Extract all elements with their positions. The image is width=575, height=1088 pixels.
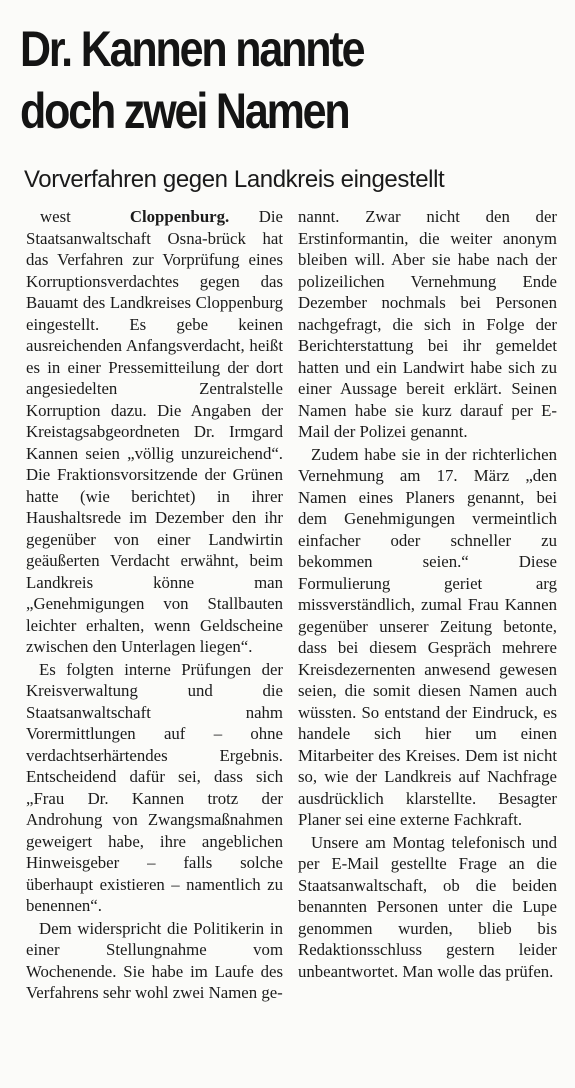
headline-line-1: Dr. Kannen nannte [20,21,364,77]
article-column-left [26,206,283,1004]
byline-author: west [40,207,71,226]
subheadline: Vorverfahren gegen Landkreis eingestellt [24,166,445,193]
paragraph-2: Es folgten interne Prüfungen der Kreisverwaltung und die Staatsanwaltschaft nahm Vorermittlungen auf – ohne verdachtserhärtendes Ergebnis. Entscheidend dafür sei, dass sich „Frau Dr. Kannen trotz der Androhung von Zwangsmaßnahmen geweigert habe, ihre angeblichen Hinweisgeber – falls solche überhaupt existieren – namentlich zu benennen“. [26,659,283,915]
paragraph-5: Unsere am Montag telefonisch und per E-Mail gestellte Frage an die Staatsanwaltschaft, ob die beiden benannten Personen unter die Lupe genommen wurden, blieb bis Redaktionsschluss gestern leider unbeantwortet. Man wolle das prüfen. [298,832,557,981]
headline [20,18,363,142]
paragraph-1-text: Die Staatsanwaltschaft Osna-brück hat das Verfahren zur Vorprüfung eines Korruptionsverdachtes gegen das Bauamt des Landkreises Cloppenburg eingestellt. Es gebe keinen ausreichenden Anfangsverdacht, heißt es in einer Pressemitteilung der dort angesiedelten Zentralstelle Korruption dazu. Die Angaben der Kreistagsabgeordneten Dr. Irmgard Kannen seien „völlig unzureichend“. Die Fraktionsvorsitzende der Grünen hatte (wie berichtet) in ihrer Haushaltsrede im Dezember den ihr gegenüber von einer Landwirtin geäußerten Verdacht erwähnt, beim Landkreis könne man „Genehmigungen von Stallbauten leichter erhalten, wenn Geldscheine zwischen den Unterlagen liegen“. [26,207,283,656]
paragraph-4: Zudem habe sie in der richterlichen Vernehmung am 17. März „den Namen eines Planers genannt, bei dem Genehmigungen vermeintlich einfacher oder schneller zu bekommen seien.“ Diese Formulierung geriet arg missverständlich, zumal Frau Kannen gegenüber unserer Zeitung betonte, dass bei diesem Gespräch mehrere Kreisdezernenten anwesend gewesen seien, die somit diesen Namen auch wüssten. So entstand der Eindruck, es handele sich hier um einen Mitarbeiter des Kreises. Dem ist nicht so, wie der Landkreis auf Nachfrage ausdrücklich klarstellte. Besagter Planer sei eine externe Fachkraft. [298,444,557,829]
article-column-right [298,206,557,982]
headline-line-2: doch zwei Namen [20,83,349,139]
paragraph-3-continued: nannt. Zwar nicht den der Erstinformantin, die weiter anonym bleiben will. Aber sie habe nach der polizeilichen Vernehmung Ende Dezember nochmals bei Personen nachgefragt, die sich in Folge der Berichterstattung bei ihr gemeldet hatten und ein Landwirt habe sich zu einer Aussage bereit erklärt. Seinen Namen habe sie kurz darauf per E-Mail der Polizei genannt. [298,207,557,441]
paragraph-1 [26,206,283,658]
paragraph-3: Dem widerspricht die Politikerin in einer Stellungnahme vom Wochenende. Sie habe im Laufe des Verfahrens sehr wohl zwei Namen ge- [26,918,283,1002]
dateline: Cloppenburg. [129,207,230,226]
